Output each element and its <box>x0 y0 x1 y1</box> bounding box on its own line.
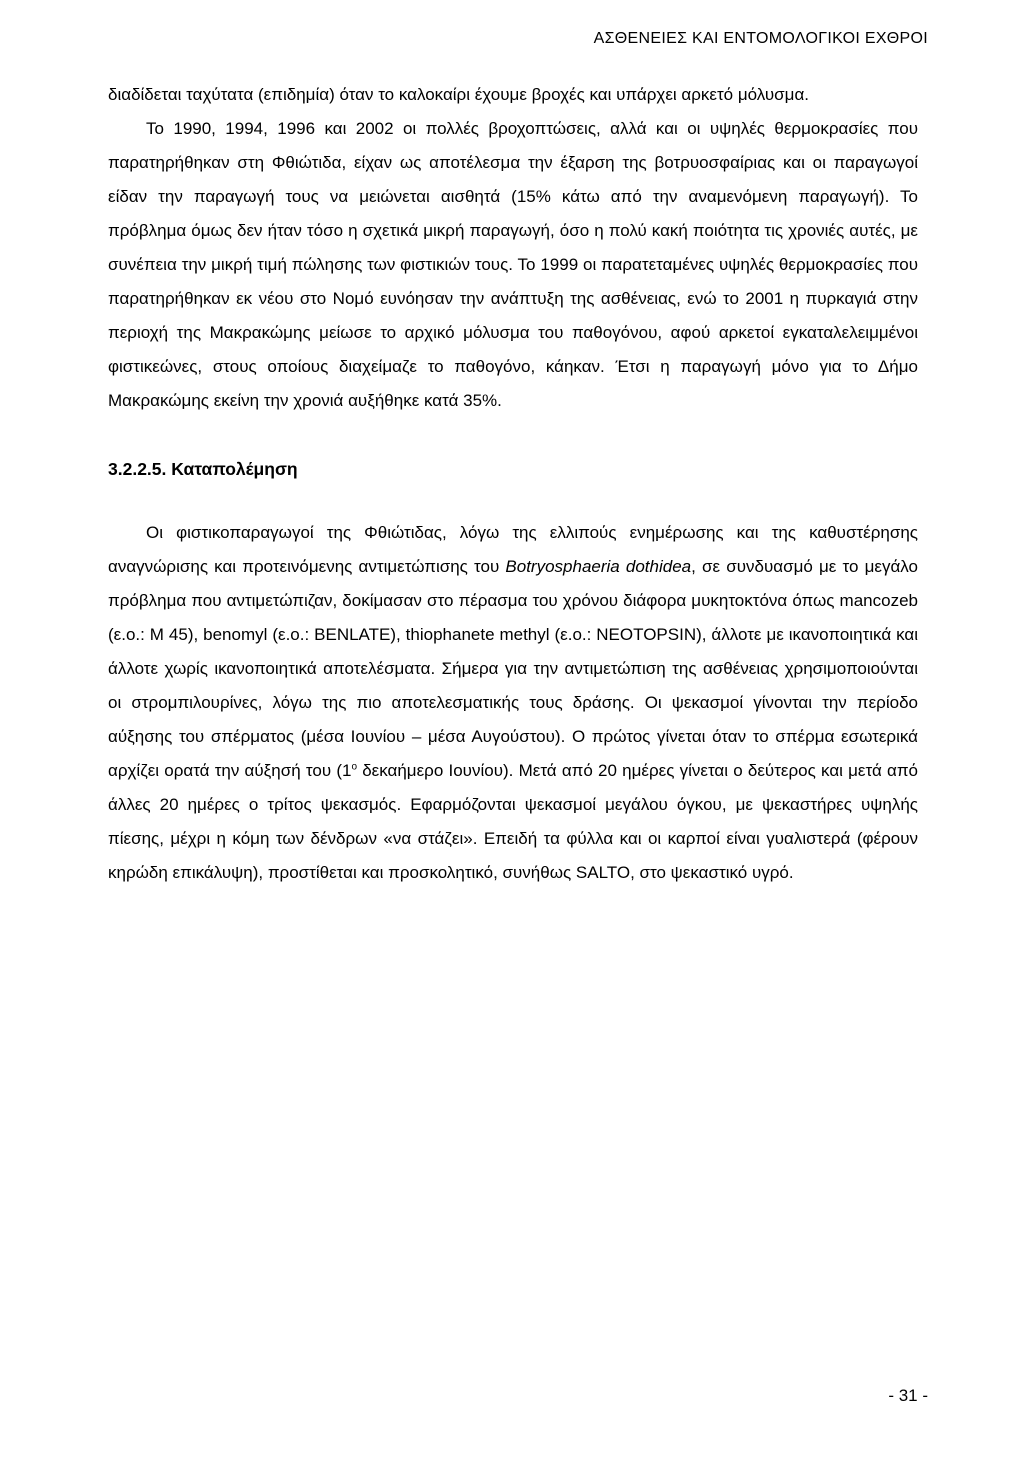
paragraph-control-text-3: δεκαήμερο Ιουνίου). Μετά από 20 ημέρες γίνεται ο δεύτερος και μετά από άλλες 20 ημέρες ο τρίτος ψεκασμός. Εφαρμόζονται ψεκασμοί μεγάλου όγκου, με ψεκαστήρες υψηλής πίεσης, μέχρι η κόμη των δένδρων «να στάζει». Επειδή τα φύλλα και οι καρποί είναι γυαλιστερά (φέρουν κηρώδη επικάλυψη), προστίθεται και προσκολητικό, συνήθως SALTO, στο ψεκαστικό υγρό. <box>108 761 918 882</box>
section-heading: 3.2.2.5. Καταπολέμηση <box>108 459 298 479</box>
paragraph-history: Το 1990, 1994, 1996 και 2002 οι πολλές βροχοπτώσεις, αλλά και οι υψηλές θερμοκρασίες που παρατηρήθηκαν στη Φθιώτιδα, είχαν ως αποτέλεσμα την έξαρση της βοτρυοσφαίριας και οι παραγωγοί είδαν την παραγωγή τους να μειώνεται αισθητά (15% κάτω από την αναμενόμενη παραγωγή). Το πρόβλημα όμως δεν ήταν τόσο η σχετικά μικρή παραγωγή, όσο η πολύ κακή ποιότητα τις χρονιές αυτές, με συνέπεια την μικρή τιμή πώλησης των φιστικιών τους. Το 1999 οι παρατεταμένες υψηλές θερμοκρασίες που παρατηρήθηκαν εκ νέου στο Νομό ευνόησαν την ανάπτυξη της ασθένειας, ενώ το 2001 η πυρκαγιά στην περιοχή της Μακρακώμης μείωσε το αρχικό μόλυσμα του παθογόνου, αφού αρκετοί εγκαταλελειμμένοι φιστικεώνες, στους οποίους διαχείμαζε το παθογόνο, κάηκαν. Έτσι η παραγωγή μόνο για το Δήμο Μακρακώμης εκείνη την χρονιά αυξήθηκε κατά 35%. <box>108 119 918 410</box>
running-header: ΑΣΘΕΝΕΙΕΣ ΚΑΙ ΕΝΤΟΜΟΛΟΓΙΚΟΙ ΕΧΘΡΟΙ <box>593 30 928 47</box>
paragraph-control <box>108 516 918 890</box>
paragraph-control-text-2: , σε συνδυασμό με το μεγάλο πρόβλημα που αντιμετώπιζαν, δοκίμασαν στο πέρασμα του χρόνου διάφορα μυκητοκτόνα όπως mancozeb (ε.ο.: M 45), benomyl (ε.ο.: BENLATE), thiophanete methyl (ε.ο.: NEOTOPSIN), άλλοτε με ικανοποιητικά και άλλοτε χωρίς ικανοποιητικά αποτελέσματα. Σήμερα για την αντιμετώπιση της ασθένειας χρησιμοποιούνται οι στρομπιλουρίνες, λόγω της πιο αποτελεσματικής τους δράσης. Οι ψεκασμοί γίνονται την περίοδο αύξησης του σπέρματος (μέσα Ιουνίου – μέσα Αυγούστου). Ο πρώτος γίνεται όταν το σπέρμα εσωτερικά αρχίζει ορατά την αύξησή του (1 <box>108 557 919 780</box>
paragraph-continuation: διαδίδεται ταχύτατα (επιδημία) όταν το καλοκαίρι έχουμε βροχές και υπάρχει αρκετό μόλυσμα. <box>108 85 810 104</box>
ordinal-superscript: ο <box>351 761 357 773</box>
species-name: Botryosphaeria dothidea <box>505 557 692 576</box>
page-body <box>108 78 918 890</box>
page-number: - 31 - <box>888 1386 928 1405</box>
paragraph-control-text-1: Οι φιστικοπαραγωγοί της Φθιώτιδας, λόγω της ελλιπούς ενημέρωσης και της καθυστέρησης αναγνώρισης και προτεινόμενης αντιμετώπισης του <box>108 523 918 576</box>
